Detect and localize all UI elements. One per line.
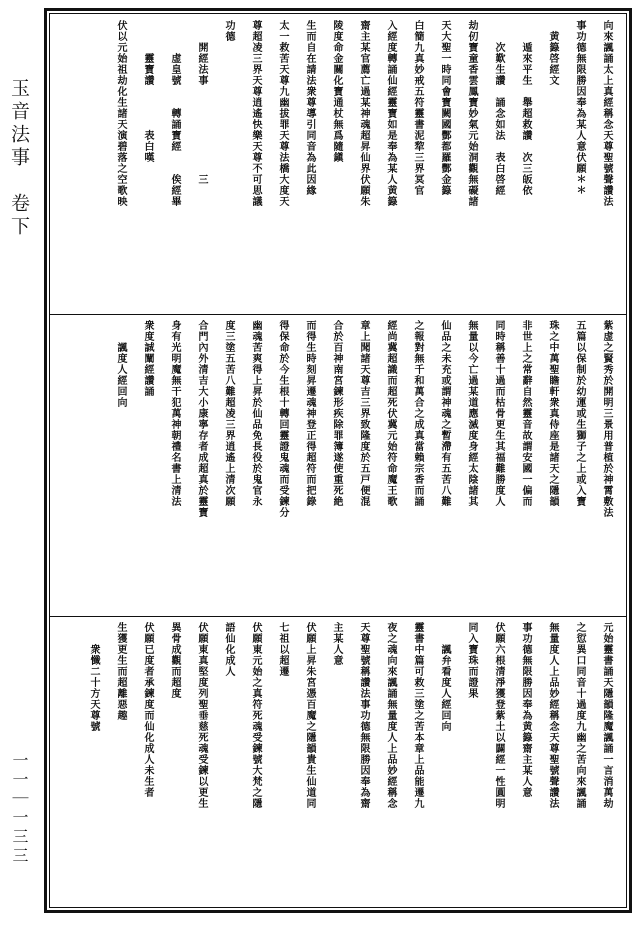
text-column: 衆度誠闡經讚誦 — [142, 320, 153, 397]
text-column: 諷弁看度人經回向 — [439, 622, 450, 732]
text-column: 功德 — [223, 20, 234, 42]
text-column: 紫虚之賢秀於開明三景用普植於神霄敷法 — [601, 320, 612, 518]
text-column: 同入寶珠而證果 — [466, 622, 477, 699]
text-column: 齋主某官薦亡過某神魂超昇仙界伏願朱 — [358, 20, 369, 207]
text-column: 伏願上昇朱宮憑百魔之隱韻貴生仙道同 — [304, 622, 315, 809]
text-column: 生獲更生而超離惡趣 — [115, 622, 126, 721]
text-column: 異骨成觀而超度 — [169, 622, 180, 699]
text-column: 合門內外清吉大小康寧存者成超真於靈寶 — [196, 320, 207, 518]
text-column: 尊超凌三界天尊逍遙快樂天尊不可思議 — [250, 20, 261, 207]
text-panel-bottom — [56, 622, 620, 902]
text-column: 合於百神南宮鍊形疾除罪簿遂使重死絶 — [331, 320, 342, 507]
panel-divider-lower — [49, 616, 627, 617]
text-column: 之報對無千和萬合之成真當賴宗香而誦 — [412, 320, 423, 507]
panel-divider-upper — [49, 314, 627, 315]
text-column: 白簡九真妙戒五符靈書泥犂三界冥官 — [412, 20, 423, 196]
text-column: 珠之中萬聖瞻軒衆真侍座是諸天之隱韻 — [547, 320, 558, 507]
text-column: 向來諷誦太上真經稱念天尊聖號聲讚法 — [601, 20, 612, 207]
text-column: 五篇以保制於幼運或生獅子之上或入寶 — [574, 320, 585, 507]
text-column: 靈寶讚 表白嘆 — [142, 20, 153, 163]
text-column: 語仙化成人 — [223, 622, 234, 677]
text-column: 得保命於今生根十轉回靈證鬼魂而受鍊分 — [277, 320, 288, 518]
text-column: 伏以元始祖劫化生諸天演碧落之空歌映 — [115, 20, 126, 207]
text-column: 入經度轉誦仙經靈寶如是奉為某人黄籙 — [385, 20, 396, 207]
text-column: 無量度人上品妙經稱念天尊聖號聲讚法 — [547, 622, 558, 809]
text-panel-middle — [56, 320, 620, 612]
text-column: 非世上之常辭自然靈音故謂安國一偏而 — [520, 320, 531, 507]
text-column: 伏願已度者承鍊度而仙化成人未生者 — [142, 622, 153, 798]
text-column: 主某人意 — [331, 622, 342, 666]
text-column: 之愆異口同音十過度九幽之苦向來諷誦 — [574, 622, 585, 809]
text-column: 靈書中篇可救三塗之苦本章上品能遷九 — [412, 622, 423, 809]
text-column: 度三塗五苦八難超凌三界逍遙上清次願 — [223, 320, 234, 507]
text-column: 仙品之未充或謂神魂之暫滯有五苦八難 — [439, 320, 450, 507]
text-column: 幽魂苦爽得上昇於仙品免長役於鬼官永 — [250, 320, 261, 507]
text-column: 經尚冀超識而超死伏冀元始符命魔王歌 — [385, 320, 396, 507]
text-panel-top — [56, 20, 620, 310]
text-column: 衆懺二十方天尊號 — [88, 622, 99, 732]
text-column: 開經法事 三 — [196, 20, 207, 185]
text-column: 諷度人經回向 — [115, 320, 126, 408]
text-column: 虚皇號 轉誦寶經 俟經畢 — [169, 20, 180, 207]
text-column: 伏願東元始之真符死魂受鍊號大梵之隱 — [250, 622, 261, 809]
text-column: 章上聞諸天尊吉三界致隆度於五戸便混 — [358, 320, 369, 507]
text-column: 次歎生讚 誦念如法 表白啓經 — [493, 20, 504, 196]
text-column: 七祖以超遷 — [277, 622, 288, 677]
margin-page-number: 一一｜一三三 — [10, 752, 29, 866]
text-column: 劫仞寶童香雲鳳寶妙氣元始洞觀無礙諸 — [466, 20, 477, 207]
text-column: 事功德無限勝因奉為黄籙齋主某人意 — [520, 622, 531, 798]
text-column: 伏願東真堅度列聖垂慈死魂受鍊以更生 — [196, 622, 207, 809]
text-column: 陵度命金關化寶通杖無爲隨鎭 — [331, 20, 342, 163]
text-column: 太一救苦天尊九幽拔罪天尊法橋大度天 — [277, 20, 288, 207]
text-column: 無量以今亡過某道應滅度身經太陰諸其 — [466, 320, 477, 507]
text-column: 生而自在請法衆尊導引同音為此因緣 — [304, 20, 315, 196]
text-column: 同時稱善十過而枯骨更生其福難勝度人 — [493, 320, 504, 507]
text-column: 身有光明魔無干犯萬神朝禮名書上清法 — [169, 320, 180, 507]
text-column: 元始靈書誦天隱韻隆魔諷誦一言消萬劫 — [601, 622, 612, 809]
text-column: 事功德無限勝因奉為某人意伏願＊＊ — [574, 20, 585, 196]
text-column: 黄籙啓經文 — [547, 20, 558, 86]
text-column: 夜之魂向來諷誦無量度人上品妙經稱念 — [385, 622, 396, 809]
text-column: 天尊聖號稱讚法事功德無限勝因奉為齋 — [358, 622, 369, 809]
margin-book-title: 玉音法事 卷下 — [8, 78, 30, 239]
text-column: 伏願六根清淨獲登紫土以闢經一性圓明 — [493, 622, 504, 809]
text-column: 天大聖一時同會寶闕國酆都羅酆金籙 — [439, 20, 450, 196]
text-column: 而得生時刻昇遷魂神登正得超符而把錄 — [304, 320, 315, 507]
text-column: 遁來平生 舉超救讚 次三皈依 — [520, 20, 531, 196]
